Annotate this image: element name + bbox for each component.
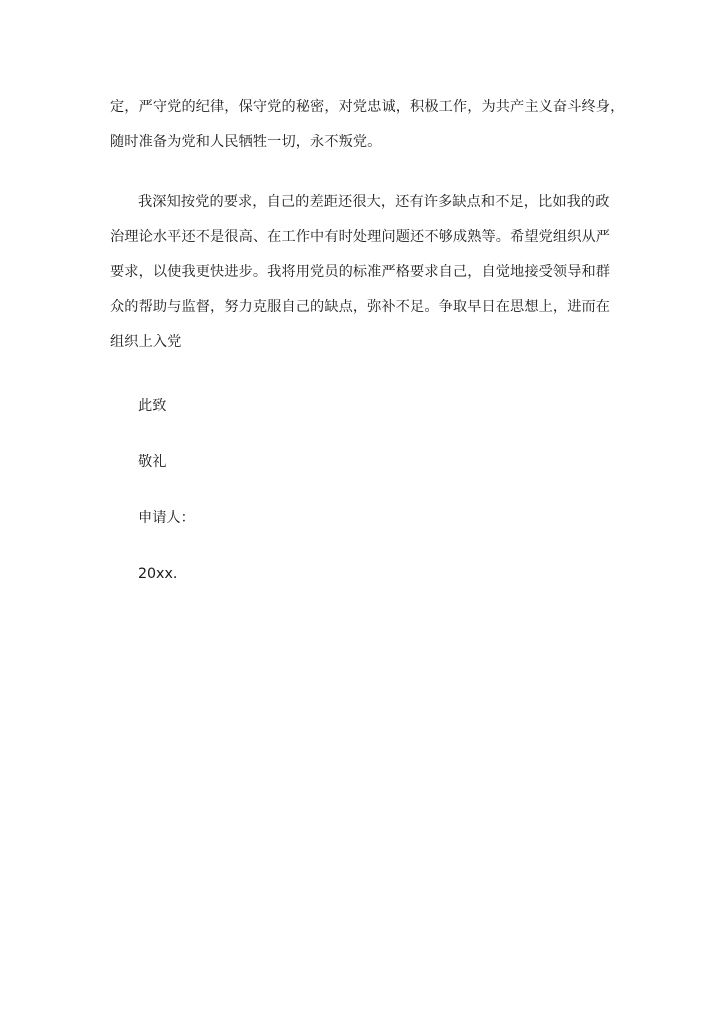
closing-salutation: 此致 — [138, 398, 167, 414]
paragraph-line: 要求，以使我更快进步。我将用党员的标准严格要求自己，自觉地接受领导和群 — [110, 264, 611, 280]
applicant-label: 申请人： — [138, 510, 195, 526]
paragraph-pledge — [110, 90, 625, 160]
paragraph-self-assessment — [110, 185, 620, 360]
paragraph-line: 随时准备为党和人民牺牲一切，永不叛党。 — [110, 134, 382, 150]
paragraph-line: 我深知按党的要求，自己的差距还很大，还有许多缺点和不足，比如我的政 — [138, 194, 610, 210]
paragraph-line: 治理论水平还不是很高、在工作中有时处理问题还不够成熟等。希望党组织从严 — [110, 229, 611, 245]
paragraph-line: 组织上入党 — [110, 334, 182, 350]
paragraph-line: 众的帮助与监督，努力克服自己的缺点，弥补不足。争取早日在思想上，进而在 — [110, 299, 611, 315]
date-line: 20xx. — [138, 566, 178, 582]
paragraph-line: 定，严守党的纪律，保守党的秘密，对党忠诚，积极工作，为共产主义奋斗终身， — [110, 99, 625, 115]
closing-regards: 敬礼 — [138, 454, 167, 470]
